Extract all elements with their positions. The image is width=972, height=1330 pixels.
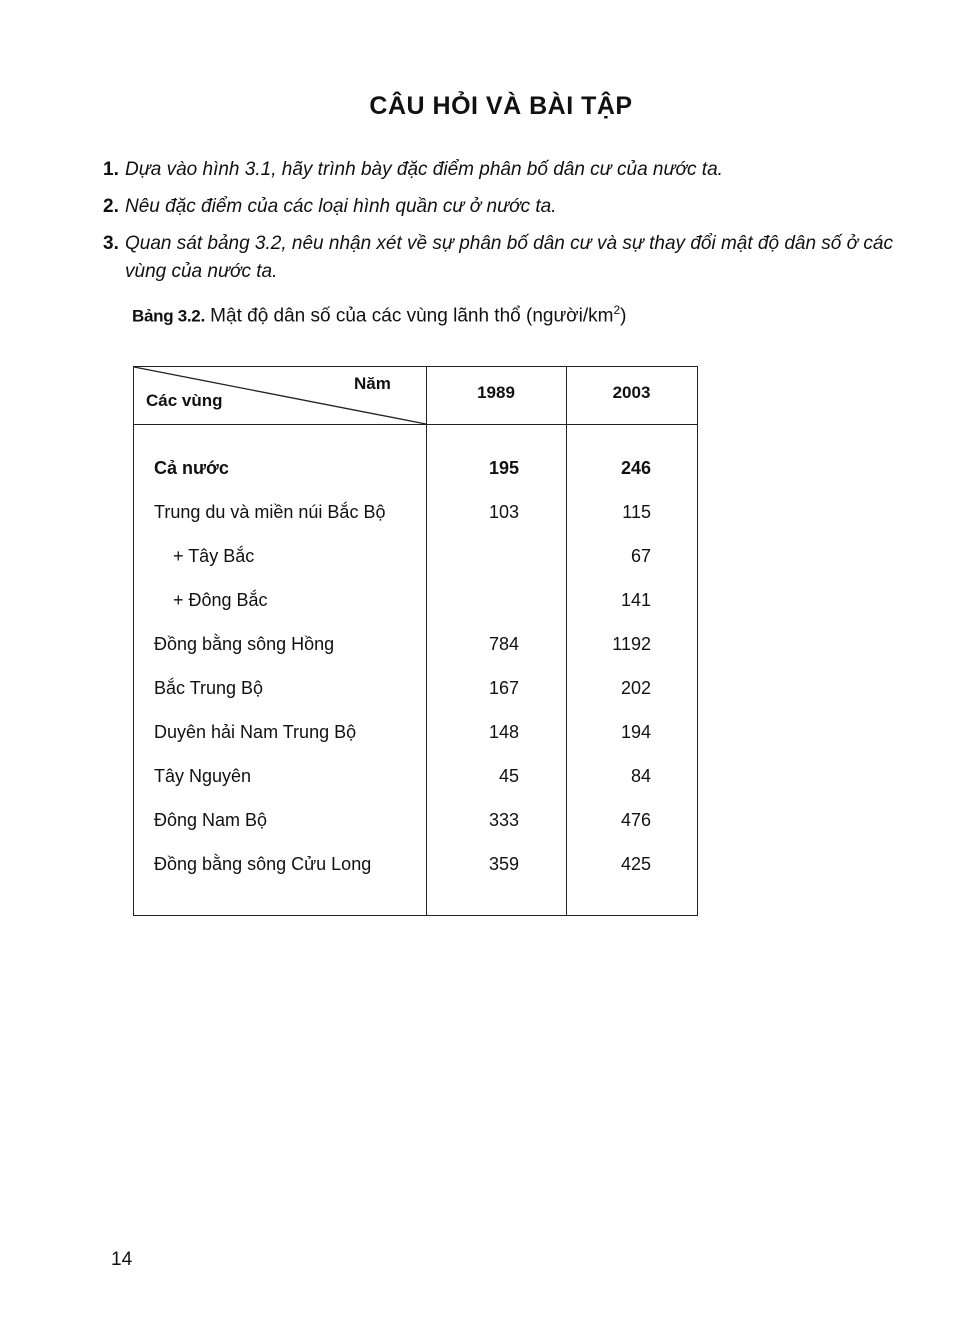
header-year-2003: 2003	[612, 383, 651, 402]
value-1989: 333	[488, 810, 519, 830]
region-name: Đông Nam Bộ	[154, 810, 268, 830]
value-2003: 476	[620, 810, 651, 830]
region-name: Tây Nguyên	[154, 766, 252, 786]
region-name: + Đông Bắc	[173, 590, 268, 610]
region-name: Trung du và miền núi Bắc Bộ	[154, 502, 386, 522]
question-number: 3.	[103, 233, 119, 254]
region-name: Cả nước	[154, 458, 229, 478]
value-2003: 194	[620, 722, 651, 742]
header-year-label: Năm	[354, 374, 391, 393]
header-region-label: Các vùng	[146, 391, 223, 410]
table-row	[134, 678, 697, 708]
table-caption-superscript: 2	[613, 303, 621, 317]
value-2003: 202	[620, 678, 651, 698]
value-1989: 359	[488, 854, 519, 874]
value-2003: 246	[620, 458, 651, 478]
table-row	[134, 634, 697, 664]
value-2003: 67	[630, 546, 651, 566]
value-2003: 115	[622, 502, 651, 522]
table-row	[134, 854, 697, 884]
header-year-1989: 1989	[477, 383, 515, 402]
page-title: CÂU HỎI VÀ BÀI TẬP	[369, 92, 633, 120]
table-row	[134, 502, 697, 532]
value-2003: 84	[630, 766, 651, 786]
value-1989: 148	[488, 722, 519, 742]
region-name: + Tây Bắc	[173, 546, 255, 566]
value-2003: 1192	[612, 634, 651, 654]
question-item	[103, 156, 913, 184]
table-row	[134, 810, 697, 840]
question-item	[103, 230, 913, 286]
page-number: 14	[111, 1249, 133, 1270]
table-row	[134, 722, 697, 752]
table-row	[134, 546, 697, 576]
value-1989: 195	[488, 458, 519, 478]
question-item	[103, 193, 913, 221]
table-row	[134, 458, 697, 488]
table-caption	[132, 303, 626, 327]
table-caption-text: Mật độ dân số của các vùng lãnh thổ (người/km	[210, 305, 614, 327]
question-text: Dựa vào hình 3.1, hãy trình bày đặc điểm phân bố dân cư của nước ta.	[125, 159, 723, 180]
table-header	[134, 367, 697, 425]
question-number: 2.	[103, 196, 119, 217]
value-1989: 103	[488, 502, 519, 522]
table-row	[134, 590, 697, 620]
population-density-table	[133, 366, 698, 916]
value-1989: 45	[498, 766, 519, 786]
region-name: Bắc Trung Bộ	[154, 678, 264, 698]
question-text: Quan sát bảng 3.2, nêu nhận xét về sự phân bố dân cư và sự thay đổi mật độ dân số ở các vùng của nước ta.	[125, 233, 893, 282]
question-number: 1.	[103, 159, 119, 180]
question-text: Nêu đặc điểm của các loại hình quần cư ở nước ta.	[125, 196, 557, 217]
table-caption-close: )	[620, 305, 627, 327]
value-1989: 167	[488, 678, 519, 698]
table-caption-label: Bảng 3.2.	[132, 306, 205, 326]
region-name: Duyên hải Nam Trung Bộ	[154, 722, 357, 742]
value-2003: 141	[620, 590, 651, 610]
region-name: Đồng bằng sông Hồng	[154, 634, 335, 654]
question-list	[103, 156, 913, 295]
region-name: Đồng bằng sông Cửu Long	[154, 854, 372, 874]
table-row	[134, 766, 697, 796]
value-1989: 784	[488, 634, 519, 654]
value-2003: 425	[620, 854, 651, 874]
